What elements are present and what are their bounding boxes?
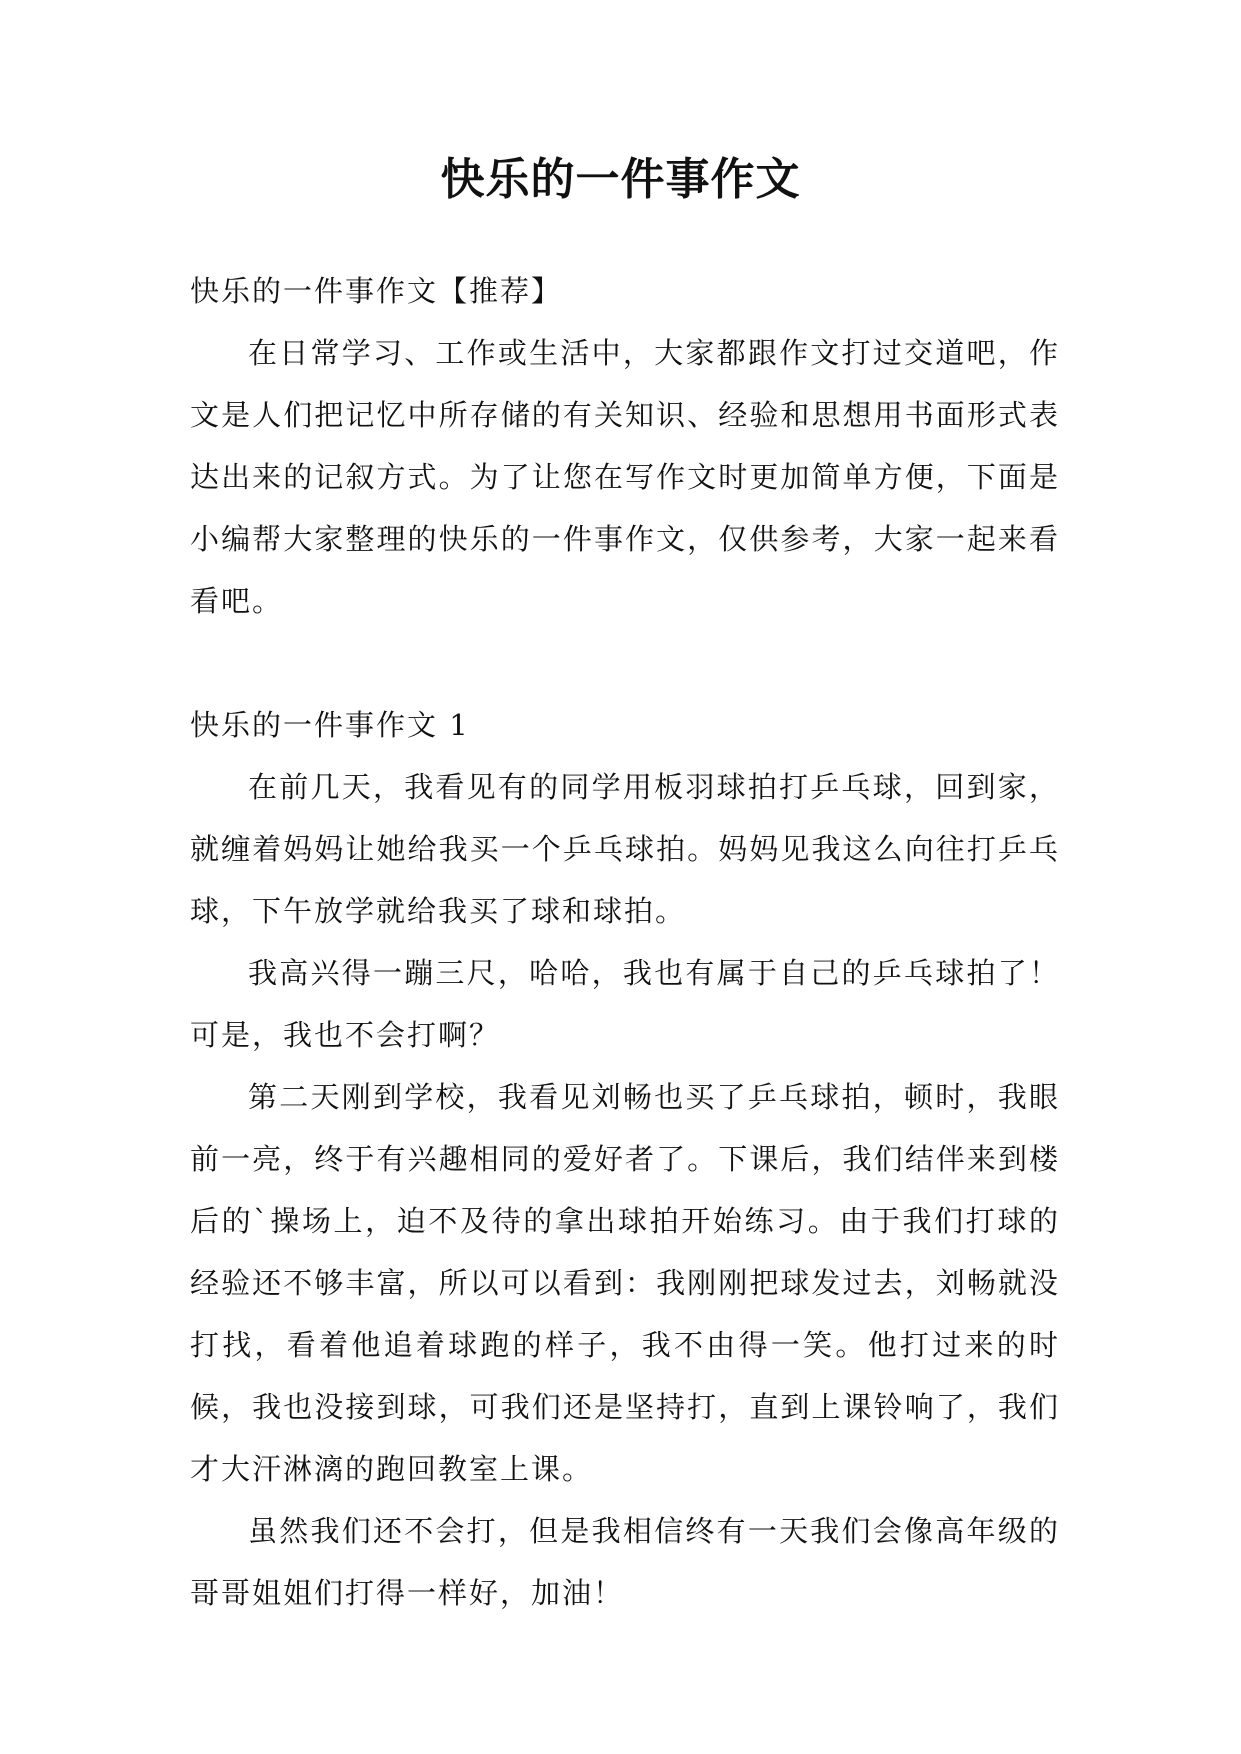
essay-heading: 快乐的一件事作文 1 bbox=[190, 708, 470, 742]
essay-paragraph: 我高兴得一蹦三尺，哈哈，我也有属于自己的乒乓球拍了！可是，我也不会打啊？ bbox=[190, 956, 1060, 1052]
section-spacer bbox=[190, 632, 1060, 694]
document-content bbox=[190, 260, 1060, 1624]
intro-paragraph: 在日常学习、工作或生活中，大家都跟作文打过交道吧，作文是人们把记忆中所存储的有关知识、经验和思想用书面形式表达出来的记叙方式。为了让您在写作文时更加简单方便，下面是小编帮大家整理的快乐的一件事作文，仅供参考，大家一起来看看吧。 bbox=[190, 336, 1060, 618]
document-title: 快乐的一件事作文 bbox=[440, 154, 801, 205]
intro-heading: 快乐的一件事作文【推荐】 bbox=[190, 274, 563, 308]
essay-paragraph: 虽然我们还不会打，但是我相信终有一天我们会像高年级的哥哥姐姐们打得一样好，加油！ bbox=[190, 1514, 1060, 1610]
essay-paragraph: 第二天刚到学校，我看见刘畅也买了乒乓球拍，顿时，我眼前一亮，终于有兴趣相同的爱好者了。下课后，我们结伴来到楼后的`操场上，迫不及待的拿出球拍开始练习。由于我们打球的经验还不够丰富，所以可以看到：我刚刚把球发过去，刘畅就没打找，看着他追着球跑的样子，我不由得一笑。他打过来的时候，我也没接到球，可我们还是坚持打，直到上课铃响了，我们才大汗淋漓的跑回教室上课。 bbox=[190, 1080, 1060, 1486]
essay-paragraph: 在前几天，我看见有的同学用板羽球拍打乒乓球，回到家，就缠着妈妈让她给我买一个乒乓球拍。妈妈见我这么向往打乒乓球，下午放学就给我买了球和球拍。 bbox=[190, 770, 1060, 928]
